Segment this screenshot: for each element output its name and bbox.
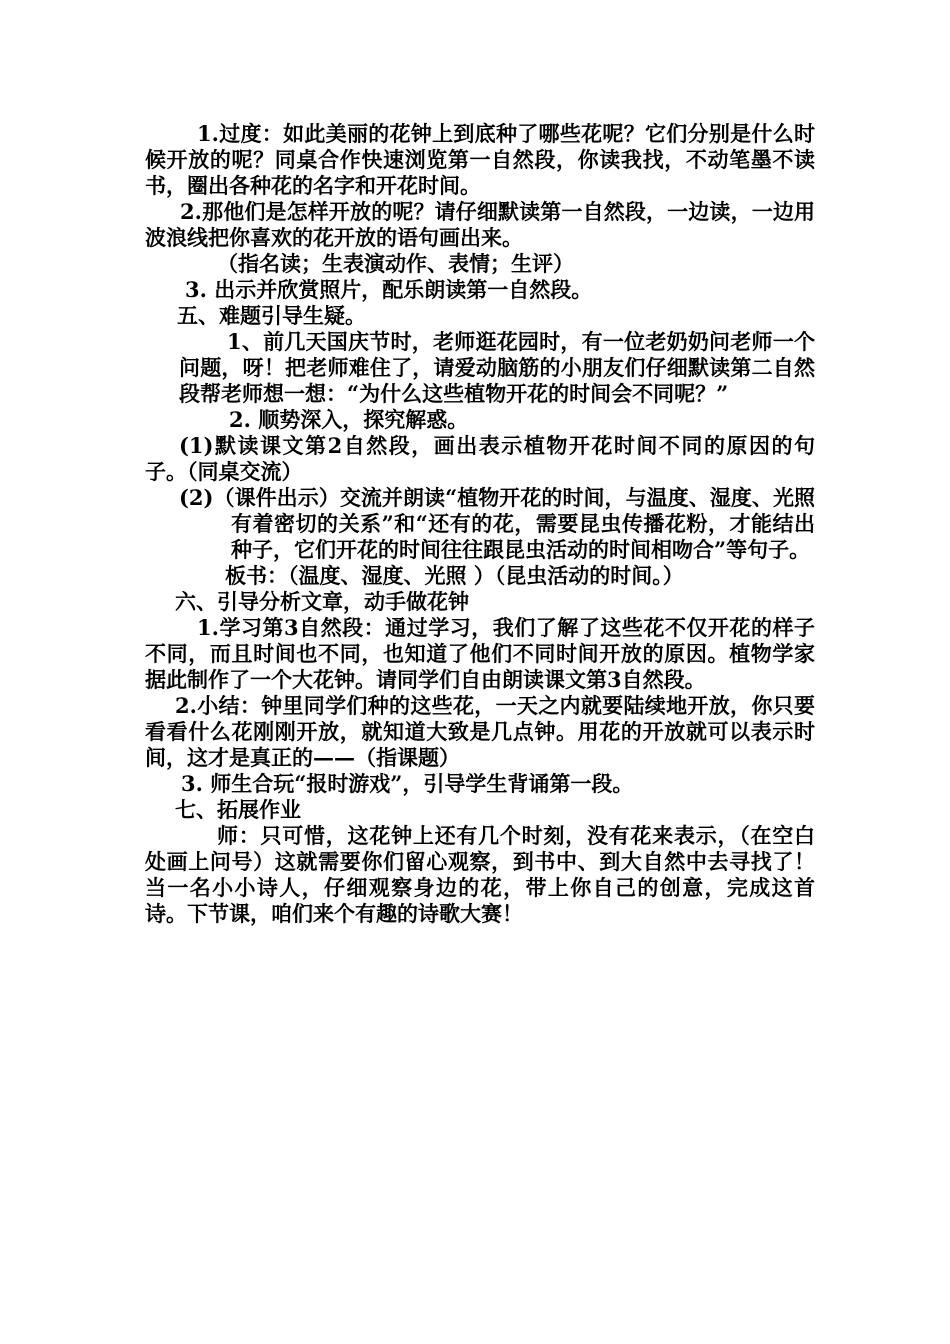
- section-heading-5: 五、难题引导生疑。: [177, 303, 366, 328]
- paragraph-11: 1.学习第3自然段：通过学习，我们了解了这些花不仅开花的样子不同，而且时间也不同，也知道了他们不同时间开放的原因。植物学家据此制作了一个大花钟。请同学们自由朗读课文第3自然段。: [145, 615, 815, 692]
- section-heading-7: 七、拓展作业: [175, 797, 301, 822]
- paragraph-12: 2.小结：钟里同学们种的这些花，一天之内就要陆续地开放，你只要看看什么花刚刚开放，就知道大致是几点钟。用花的开放就可以表示时间，这才是真正的——（指课题）: [145, 693, 815, 770]
- paragraph-3: （指名读；生表演动作、表情；生评）: [217, 251, 574, 276]
- paragraph-10: 板书：（温度、湿度、光照 ）（昆虫活动的时间。）: [225, 563, 684, 588]
- paragraph-2: 2.那他们是怎样开放的呢？请仔细默读第一自然段，一边读，一边用波浪线把你喜欢的花开放的语句画出来。: [145, 199, 815, 250]
- section-heading-6: 六、引导分析文章，动手做花钟: [175, 589, 469, 614]
- paragraph-13: 3. 师生合玩“报时游戏”，引导学生背诵第一段。: [181, 771, 634, 796]
- paragraph-1: 1.过度：如此美丽的花钟上到底种了哪些花呢？它们分别是什么时候开放的呢？同桌合作快速浏览第一自然段，你读我找，不动笔墨不读书，圈出各种花的名字和开花时间。: [145, 121, 815, 198]
- paragraph-4: 3. 出示并欣赏照片，配乐朗读第一自然段。: [185, 277, 593, 302]
- lesson-plan-body: [145, 121, 815, 927]
- paragraph-9: (2)（课件出示）交流并朗读“植物开花的时间，与温度、湿度、光照有着密切的关系”和“还有的花，需要昆虫传播花粉，才能结出种子，它们开花的时间往往跟昆虫活动的时间相吻合”等句子。: [179, 485, 815, 562]
- paragraph-8: (1)默读课文第2自然段，画出表示植物开花时间不同的原因的句子。（同桌交流）: [145, 433, 815, 484]
- paragraph-7: 2. 顺势深入，探究解惑。: [229, 407, 469, 432]
- paragraph-6: 1、前几天国庆节时，老师逛花园时，有一位老奶奶问老师一个问题，呀！把老师难住了，请爱动脑筋的小朋友们仔细默读第二自然段帮老师想一想：“为什么这些植物开花的时间会不同呢？”: [179, 329, 815, 406]
- paragraph-14: 师：只可惜，这花钟上还有几个时刻，没有花来表示，（在空白处画上问号）这就需要你们留心观察，到书中、到大自然中去寻找了！当一名小小诗人，仔细观察身边的花，带上你自己的创意，完成这首诗。下节课，咱们来个有趣的诗歌大赛！: [145, 823, 815, 926]
